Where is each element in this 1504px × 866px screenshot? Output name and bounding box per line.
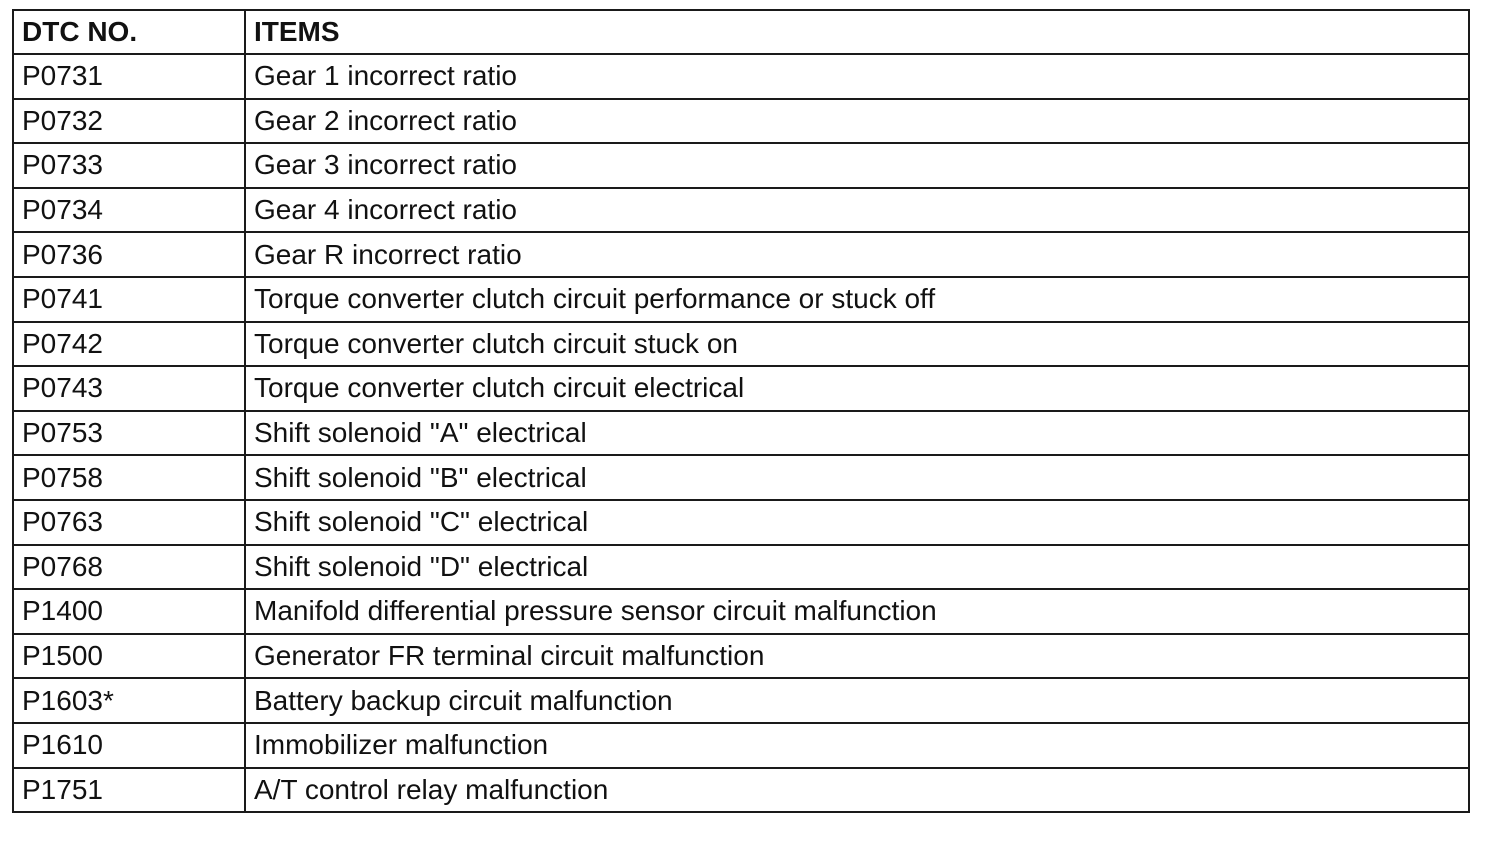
table-row	[13, 143, 1469, 188]
table-row	[13, 455, 1469, 500]
dtc-code-cell: P0733	[13, 143, 245, 188]
item-description-cell: Gear 2 incorrect ratio	[245, 99, 1469, 144]
item-description-cell: Manifold differential pressure sensor circuit malfunction	[245, 589, 1469, 634]
dtc-code-cell: P1400	[13, 589, 245, 634]
item-description-cell: Gear R incorrect ratio	[245, 232, 1469, 277]
dtc-code-cell: P1610	[13, 723, 245, 768]
table-row	[13, 54, 1469, 99]
item-description-cell: Shift solenoid "D" electrical	[245, 545, 1469, 590]
item-description-cell: Shift solenoid "A" electrical	[245, 411, 1469, 456]
table-row	[13, 723, 1469, 768]
item-description-cell: Torque converter clutch circuit stuck on	[245, 322, 1469, 367]
item-description-cell: Gear 3 incorrect ratio	[245, 143, 1469, 188]
table-row	[13, 500, 1469, 545]
table-row	[13, 634, 1469, 679]
table-row	[13, 277, 1469, 322]
dtc-table	[12, 9, 1470, 813]
dtc-code-cell: P1500	[13, 634, 245, 679]
dtc-code-cell: P0768	[13, 545, 245, 590]
table-row	[13, 678, 1469, 723]
dtc-code-cell: P0734	[13, 188, 245, 233]
dtc-code-cell: P0753	[13, 411, 245, 456]
item-description-cell: Torque converter clutch circuit performance or stuck off	[245, 277, 1469, 322]
item-description-cell: Torque converter clutch circuit electrical	[245, 366, 1469, 411]
dtc-code-cell: P0741	[13, 277, 245, 322]
dtc-code-cell: P0742	[13, 322, 245, 367]
dtc-code-cell: P0758	[13, 455, 245, 500]
table-row	[13, 366, 1469, 411]
dtc-code-cell: P1751	[13, 768, 245, 813]
table-row	[13, 768, 1469, 813]
item-description-cell: Shift solenoid "C" electrical	[245, 500, 1469, 545]
dtc-code-cell: P1603*	[13, 678, 245, 723]
table-row	[13, 99, 1469, 144]
item-description-cell: Shift solenoid "B" electrical	[245, 455, 1469, 500]
header-items: ITEMS	[245, 10, 1469, 54]
header-row	[13, 10, 1469, 54]
dtc-code-cell: P0731	[13, 54, 245, 99]
table-body	[13, 54, 1469, 812]
table-row	[13, 411, 1469, 456]
item-description-cell: Gear 4 incorrect ratio	[245, 188, 1469, 233]
table-row	[13, 232, 1469, 277]
table-row	[13, 322, 1469, 367]
item-description-cell: Immobilizer malfunction	[245, 723, 1469, 768]
table-row	[13, 545, 1469, 590]
item-description-cell: A/T control relay malfunction	[245, 768, 1469, 813]
item-description-cell: Gear 1 incorrect ratio	[245, 54, 1469, 99]
table-row	[13, 188, 1469, 233]
dtc-code-cell: P0732	[13, 99, 245, 144]
table-header	[13, 10, 1469, 54]
item-description-cell: Generator FR terminal circuit malfunction	[245, 634, 1469, 679]
header-dtc-no: DTC NO.	[13, 10, 245, 54]
dtc-code-cell: P0763	[13, 500, 245, 545]
table-row	[13, 589, 1469, 634]
dtc-code-cell: P0743	[13, 366, 245, 411]
dtc-code-cell: P0736	[13, 232, 245, 277]
item-description-cell: Battery backup circuit malfunction	[245, 678, 1469, 723]
